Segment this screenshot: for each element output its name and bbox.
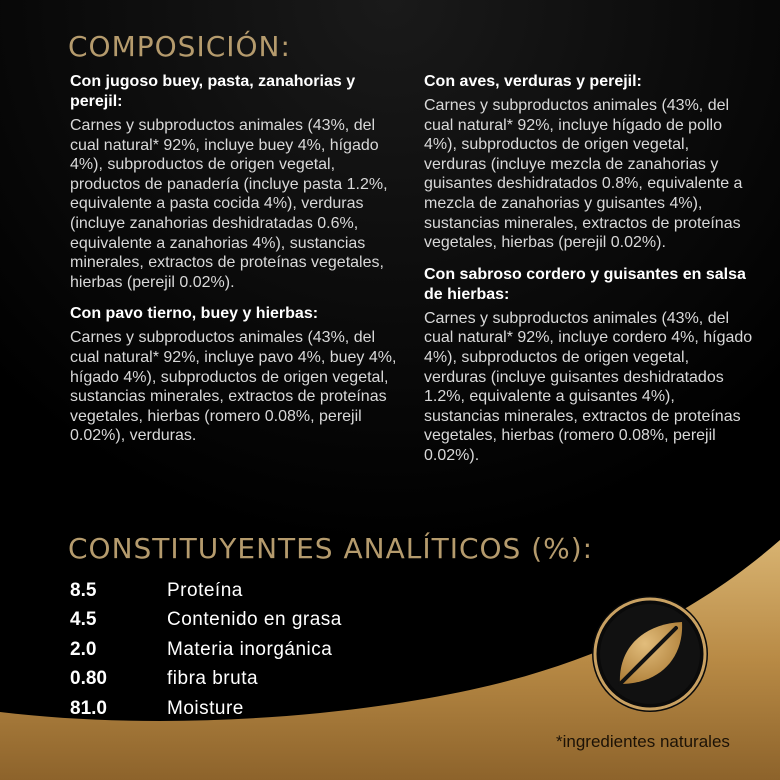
recipe-section [424, 265, 754, 466]
recipe-title: Con pavo tierno, buey y hierbas: [70, 305, 319, 323]
analytics-heading: CONSTITUYENTES ANALÍTICOS (%): [68, 532, 594, 565]
analytics-value: 4.5 [70, 609, 97, 631]
analytics-value: 2.0 [70, 638, 97, 660]
analytics-value: 81.0 [70, 697, 107, 719]
analytics-label: Contenido en grasa [167, 609, 342, 631]
recipe-section [70, 304, 400, 446]
recipe-title: Con sabroso cordero y guisantes en salsa de hierbas: [424, 265, 746, 303]
recipe-section [70, 72, 400, 292]
recipe-title: Con aves, verduras y perejil: [424, 73, 642, 90]
analytics-label: Proteína [167, 579, 243, 601]
leaf-icon [590, 594, 710, 714]
analytics-row [70, 635, 342, 665]
analytics-row [70, 694, 342, 724]
composition-heading: COMPOSICIÓN: [68, 30, 291, 63]
recipe-title: Con jugoso buey, pasta, zanahorias y perejil: [70, 73, 356, 110]
footnote: *ingredientes naturales [556, 732, 730, 751]
composition-left-column [70, 72, 400, 458]
natural-ingredients-badge [590, 594, 710, 714]
recipe-body: Carnes y subproductos animales (43%, del cual natural* 92%, incluye cordero 4%, hígado 4%), subproductos de origen vegetal, verduras (incluye guisantes deshidratados 1.2%, equivalente a guisantes 4%), sustancias minerales, extractos de proteínas vegetales, hierbas (romero 0.08%, perejil 0.02%). [424, 309, 753, 464]
recipe-body: Carnes y subproductos animales (43%, del cual natural* 92%, incluye pavo 4%, buey 4%, hígado 4%), subproductos de origen vegetal, sustancias minerales, extractos de proteínas vegetales, hierbas (romero 0.08%, perejil 0.02%), verduras. [70, 329, 397, 445]
analytics-row [70, 576, 342, 606]
analytics-value: 8.5 [70, 579, 97, 601]
analytics-row [70, 665, 342, 695]
analytics-table [70, 576, 342, 724]
composition-right-column [424, 72, 754, 478]
analytics-row [70, 606, 342, 636]
analytics-label: Moisture [167, 697, 244, 719]
analytics-label: fibra bruta [167, 668, 259, 690]
recipe-body: Carnes y subproductos animales (43%, del cual natural* 92%, incluye buey 4%, hígado 4%), subproductos de origen vegetal, productos de panadería (incluye pasta 1.2%, equivalente a pasta cocida 4%), verduras (incluye zanahorias deshidratadas 0.6%, equivalente a zanahorias 4%), sustancias minerales, extractos de proteínas vegetales, hierbas (perejil 0.02%). [70, 117, 388, 291]
recipe-section [424, 72, 754, 253]
recipe-body: Carnes y subproductos animales (43%, del cual natural* 92%, incluye hígado de pollo 4%), subproductos de origen vegetal, verduras (incluye mezcla de zanahorias y guisantes deshidratados 0.8%, equivalente a mezcla de zanahorias y guisantes 4%), sustancias minerales, extractos de proteínas vegetales, hierbas (perejil 0.02%). [424, 97, 743, 252]
analytics-label: Materia inorgánica [167, 638, 333, 660]
analytics-value: 0.80 [70, 668, 107, 690]
